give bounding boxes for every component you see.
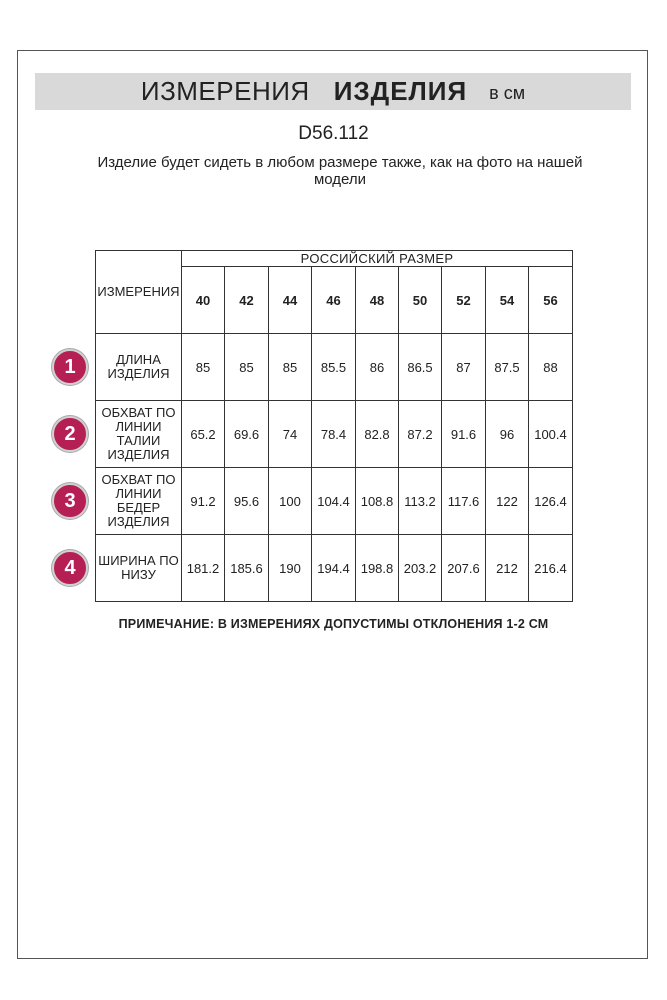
measurement-value: 87.5 <box>486 334 529 401</box>
measurement-value: 85 <box>182 334 225 401</box>
measurement-value: 78.4 <box>312 401 356 468</box>
size-header-cell: 52 <box>442 267 486 334</box>
measurement-value: 85 <box>225 334 269 401</box>
table-row <box>96 468 573 535</box>
measurement-value: 198.8 <box>356 535 399 602</box>
measurement-value: 185.6 <box>225 535 269 602</box>
measurement-value: 87.2 <box>399 401 442 468</box>
size-header-cell: 44 <box>269 267 312 334</box>
fit-description: Изделие будет сидеть в любом размере также, как на фото на нашей модели <box>97 154 583 188</box>
measurement-value: 65.2 <box>182 401 225 468</box>
table-row <box>96 535 573 602</box>
measurement-value: 82.8 <box>356 401 399 468</box>
size-header-cell: 46 <box>312 267 356 334</box>
measurement-value: 85 <box>269 334 312 401</box>
measurement-value: 207.6 <box>442 535 486 602</box>
size-group-header: РОССИЙСКИЙ РАЗМЕР <box>182 251 573 267</box>
measurement-value: 104.4 <box>312 468 356 535</box>
measurement-label: ДЛИНА ИЗДЕЛИЯ <box>96 334 182 401</box>
title-bar <box>35 73 631 110</box>
title-product: ИЗДЕЛИЯ <box>333 76 468 106</box>
row-number-badge: 3 <box>52 483 88 519</box>
measurement-value: 122 <box>486 468 529 535</box>
measurement-value: 203.2 <box>399 535 442 602</box>
table-row <box>96 401 573 468</box>
size-table <box>95 250 573 602</box>
size-header-cell: 40 <box>182 267 225 334</box>
table-row <box>96 334 573 401</box>
measurement-label: ШИРИНА ПО НИЗУ <box>96 535 182 602</box>
measurement-value: 86 <box>356 334 399 401</box>
measurement-label: ОБХВАТ ПО ЛИНИИ ТАЛИИ ИЗДЕЛИЯ <box>96 401 182 468</box>
measurement-value: 88 <box>529 334 573 401</box>
measurement-value: 95.6 <box>225 468 269 535</box>
size-header-cell: 50 <box>399 267 442 334</box>
measurement-value: 91.6 <box>442 401 486 468</box>
row-number-badge: 4 <box>52 550 88 586</box>
measurement-value: 96 <box>486 401 529 468</box>
row-number-badge: 2 <box>52 416 88 452</box>
measurement-label: ОБХВАТ ПО ЛИНИИ БЕДЕР ИЗДЕЛИЯ <box>96 468 182 535</box>
size-header-cell: 48 <box>356 267 399 334</box>
measurement-value: 87 <box>442 334 486 401</box>
table-header-row-1 <box>96 251 573 267</box>
table-body <box>96 334 573 602</box>
measurement-value: 85.5 <box>312 334 356 401</box>
measurement-value: 86.5 <box>399 334 442 401</box>
measurement-value: 108.8 <box>356 468 399 535</box>
measurement-value: 113.2 <box>399 468 442 535</box>
measurement-value: 117.6 <box>442 468 486 535</box>
tolerance-note: ПРИМЕЧАНИЕ: В ИЗМЕРЕНИЯХ ДОПУСТИМЫ ОТКЛОНЕНИЯ 1-2 СМ <box>118 617 549 631</box>
title-measurements: ИЗМЕРЕНИЯ <box>140 76 310 106</box>
measurement-value: 194.4 <box>312 535 356 602</box>
measurement-value: 91.2 <box>182 468 225 535</box>
corner-label: ИЗМЕРЕНИЯ <box>96 251 182 334</box>
page-title <box>35 73 631 110</box>
measurement-value: 216.4 <box>529 535 573 602</box>
measurement-value: 100.4 <box>529 401 573 468</box>
measurement-value: 190 <box>269 535 312 602</box>
measurement-value: 69.6 <box>225 401 269 468</box>
title-unit: в см <box>489 83 526 103</box>
measurement-value: 100 <box>269 468 312 535</box>
row-number-badge: 1 <box>52 349 88 385</box>
measurement-value: 126.4 <box>529 468 573 535</box>
size-header-cell: 54 <box>486 267 529 334</box>
measurement-value: 181.2 <box>182 535 225 602</box>
size-header-cell: 42 <box>225 267 269 334</box>
measurement-value: 212 <box>486 535 529 602</box>
measurement-value: 74 <box>269 401 312 468</box>
size-header-cell: 56 <box>529 267 573 334</box>
product-code: D56.112 <box>298 123 369 144</box>
